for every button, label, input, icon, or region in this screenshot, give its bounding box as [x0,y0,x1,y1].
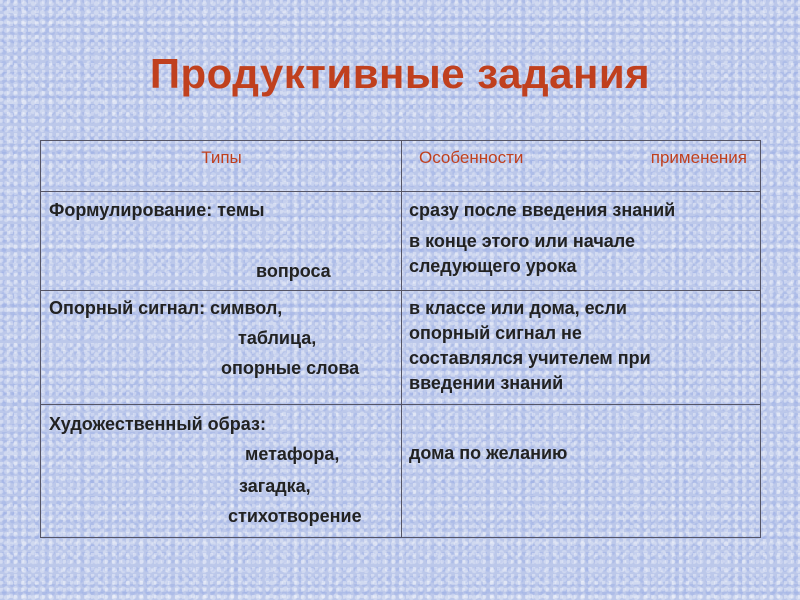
type-line: опорные слова [221,358,360,378]
header-types-cell [41,141,402,192]
feature-line: введении знаний [409,373,564,393]
type-cell [41,192,402,291]
header-features-word1: Особенности [419,148,524,167]
type-line: Формулирование: темы [49,200,265,220]
type-line: стихотворение [228,506,362,526]
productive-tasks-table [40,140,761,538]
type-line: таблица, [238,328,317,348]
feature-cell [402,405,761,538]
feature-cell [402,192,761,291]
page-title: Продуктивные задания [149,50,651,97]
feature-line: дома по желанию [409,443,568,463]
feature-line: следующего урока [409,256,577,276]
feature-line: в классе или дома, если [409,298,627,318]
type-cell [41,291,402,405]
type-line: загадка, [239,476,311,496]
type-line: метафора, [245,444,340,464]
header-features-cell [402,141,761,192]
type-line: вопроса [256,261,331,281]
feature-line: в конце этого или начале [409,231,635,251]
table-row [41,192,761,291]
type-cell [41,405,402,538]
table-row [41,291,761,405]
type-line: Опорный сигнал: символ, [49,298,283,318]
header-features-word2: применения [650,148,747,167]
feature-cell [402,291,761,405]
table-row [41,405,761,538]
type-line: Художественный образ: [49,414,266,434]
feature-line: составлялся учителем при [409,348,651,368]
feature-line: опорный сигнал не [409,323,582,343]
feature-line: сразу после введения знаний [409,200,676,220]
header-types: Типы [201,148,242,167]
table-header-row [41,141,761,192]
